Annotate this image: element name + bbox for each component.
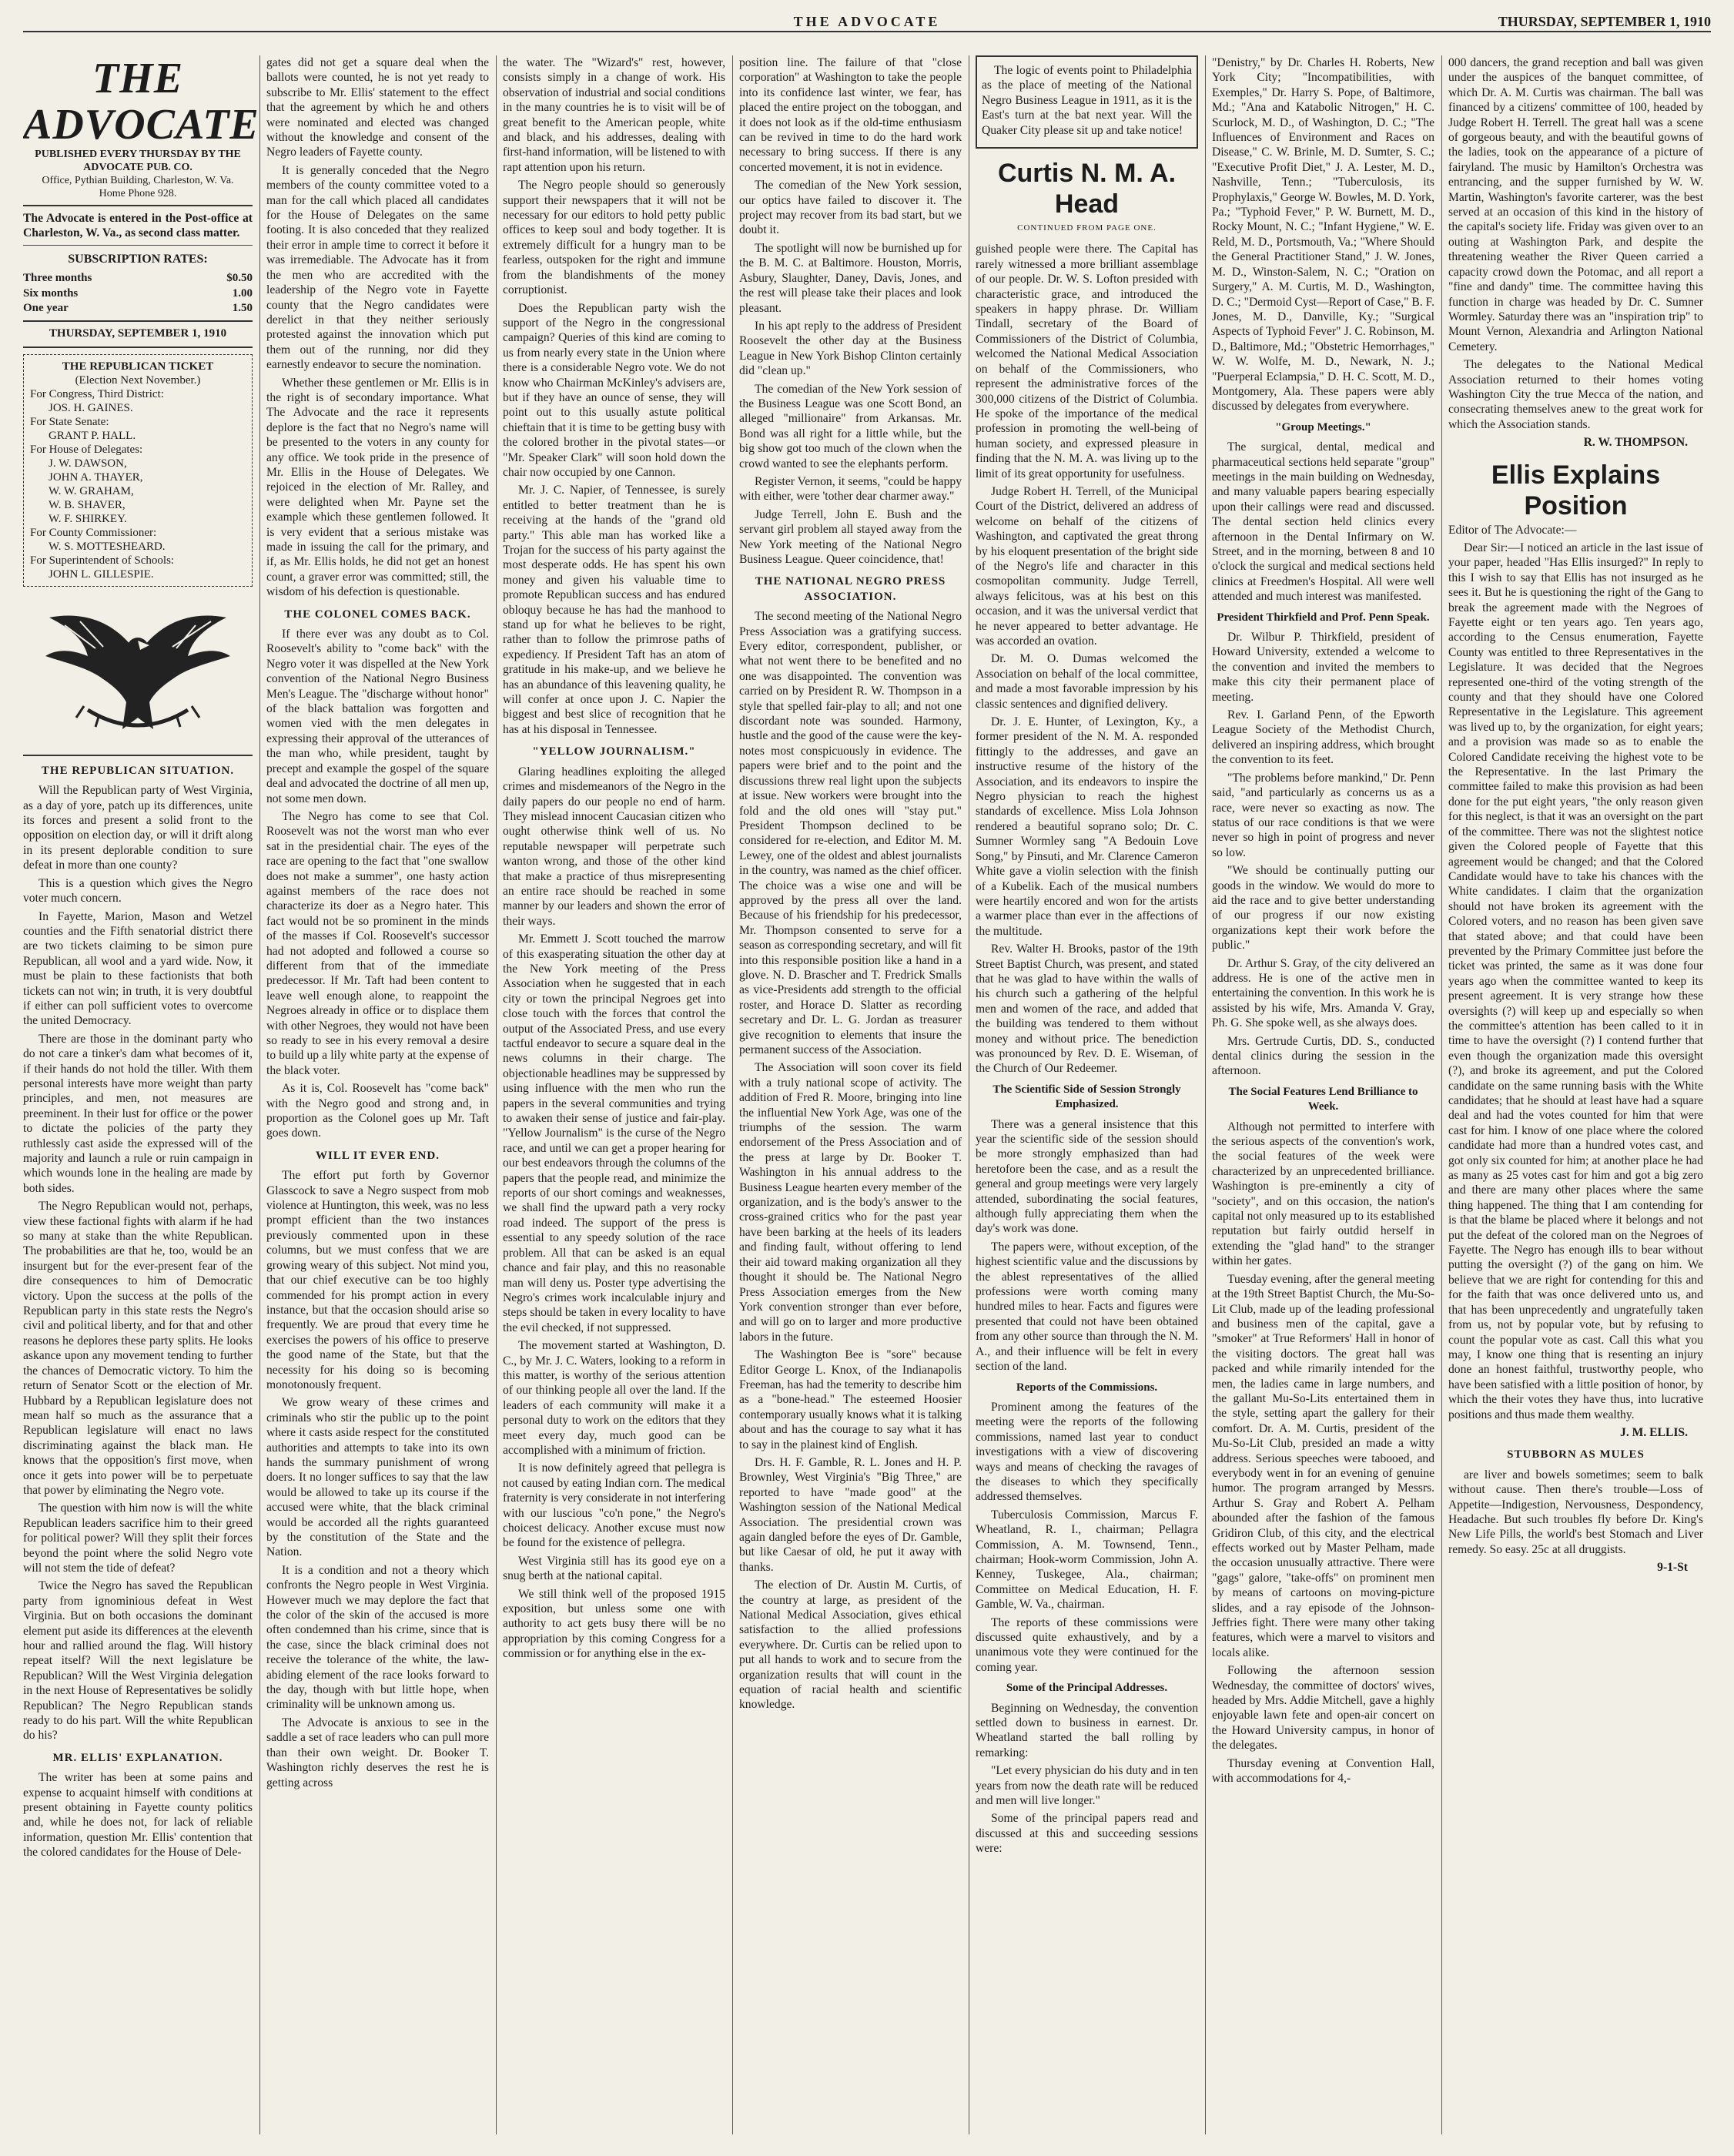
paragraph: It is a condition and not a theory which confronts the Negro people in West Virginia. However much we may deplore the fact that the color of the skin of the accused is more often condemned than his crime, since that is the case, since the black criminal does not receive the tolerance of the white, the law-abiding element of the race looks forward to the day, though with but little hope, when criminality will be unknown among us. (266, 1563, 489, 1712)
column-5 (976, 55, 1206, 2134)
paragraph: The Advocate is anxious to see in the saddle a set of race leaders who can pull more than their own weight. Dr. Booker T. Washington richly deserves the rest he is getting across (266, 1716, 489, 1789)
masthead-title: THE ADVOCATE (23, 55, 259, 149)
paragraph: The effort put forth by Governor Glasscock to save a Negro suspect from mob violence at Huntington, this week, was no less prompt efficient than the two instances previously commented upon in these columns, but we must confess that we are growing weary of this subject. Not mind you, that our chief executive can be too highly commended for his prompt action in every instance, but that the occasion should arise so frequently. We are proud that every time he exercises the powers of his office to preserve the good name of the State, but that the necessity for his doing so is becoming monotonously frequent. (266, 1169, 489, 1391)
signature: 9-1-St (1657, 1561, 1688, 1575)
ticket-candidate: W. B. SHAVER, (49, 498, 126, 511)
paragraph: Will the Republican party of West Virginia, as a day of yore, patch up its differences, unite its forces and present a solid front to the opposition on election day, or will it drift along in its present deplorable condition to sure defeat in more than one county? (23, 784, 253, 872)
paragraph: The delegates to the National Medical Association returned to their homes voting Washington City the true Mecca of the nation, and consecrating themselves anew to the great work for which the Association stands. (1448, 358, 1703, 431)
paragraph: It is generally conceded that the Negro members of the county committee voted to a man for the call which placed all candidates for the House of Delegates on the same footing. It is also conceded that they realized their error in ample time to correct it before it was irremediable. The Advocate has it from the men who are accredited with the leadership of the Negro vote in Fayette county that the Negro candidates were derelict in that they neither seriously protested against the innovation which put them out of the running, nor did they earnestly endeavor to secure the nomination. (266, 163, 489, 372)
feature-headline: Curtis N. M. A. Head (997, 159, 1177, 219)
column-4 (739, 55, 969, 2134)
paragraph: "Let every physician do his duty and in ten years from now the death rate will be reduced and men will live longer." (976, 1764, 1198, 1808)
masthead (23, 55, 259, 348)
paragraph: The Negro Republican would not, perhaps, view these factional fights with alarm if he had so many at stake than the white Republican. The probabilities are that he, too, would be an insurgent but for the ever-present fear of the dire consequences to him of Democratic victory. Upon the success at the polls of the Republican party in this state rests the Negro's civil and political liberty, and for that and other reasons he deplores these party splits. He looks askance upon any movement tending to further the chances of Democratic victory. To him the return of Senator Scott or the election of Mr. Hubbard by a Republican legislature does not mean half so much as the assurance that a Republican legislature will enact no laws discriminating against the black man. He knows that the opposition's first move, when once it gets into power will be to perpetuate that power by eliminating the Negro vote. (23, 1200, 253, 1497)
paragraph: The writer has been at some pains and expense to acquaint himself with conditions at present obtaining in Fayette county politics and, while he does not, for lack of reliable information, question Mr. Ellis' contention that the colored candidates for the House of Dele- (23, 1771, 253, 1860)
rate-row (23, 301, 253, 316)
article-headline: THE COLONEL COMES BACK. (284, 608, 471, 621)
paragraph: gates did not get a square deal when the ballots were counted, he is not yet ready to subscribe to Mr. Ellis' statement to the effect that the agreement by which he and others were nominated and elected was changed without the knowledge and consent of the Negro leaders of Fayette county. (266, 56, 489, 159)
divider (23, 346, 253, 348)
paragraph: Twice the Negro has saved the Republican party from ignominious defeat in West Virginia. But on both occasions the dominant element put aside its differences at the eleventh hour and rallied around the flag. Will history repeat itself? Will the next legislature be Republican? Will the West Virginia delegation in the next House of Representatives be solidly Republican? The Negro Republican stands ready to do his part. Will the white Republican do his? (23, 1579, 253, 1743)
paragraph: Prominent among the features of the meeting were the reports of the following commissions, named last year to conduct investigations with a view of discovering ways and means of checking the ravages of the diseases to which they specifically addressed themselves. (976, 1400, 1198, 1504)
paragraph: There was a general insistence that this year the scientific side of the session should be more strongly emphasized than had heretofore been the case, and as a result the general and group meetings were very largely attended, subordinating the social features, although fully appreciating them when the day's work was done. (976, 1117, 1198, 1236)
paragraph: In Fayette, Marion, Mason and Wetzel counties and the Fifth senatorial district there are two tickets claiming to be simon pure Republican, all wool and a yard wide. Now, it must be plain to these factionists that both tickets can not win; in truth, it is very doubtful if either can poll sufficient votes to overcome the united Democracy. (23, 909, 253, 1028)
feature-headline: Ellis Explains Position (1491, 460, 1661, 521)
paragraph: The Negro has come to see that Col. Roosevelt was not the worst man who ever sat in the presidential chair. The eyes of the race are opening to the fact that "one swallow does not make a summer", one hasty action against members of the race does not characterize its doer as a Negro hater. This fact would not be so prominent in the minds of the masses if Col. Roosevelt's successor had not adopted and followed a course so different from that of the immediate predecessor. If Mr. Taft had been content to leave well enough alone, to reappoint the Negroes already in office or to displace them with other Negroes, they would not have been so ready to see in his every removal a desire to build up a lily white party at the expense of the black voter. (266, 809, 489, 1077)
paragraph: The comedian of the New York session, our optics have failed to discover it. The project may recover from its bad start, but we doubt it. (739, 179, 962, 237)
paragraph: Whether these gentlemen or Mr. Ellis is in the right is of secondary importance. What The Advocate and the race it represents deplore is the fact that no Negro's name will be presented to the voters in any county for any office. We took pride in the presence of Mr. Ellis in the House of Delegates. We rejoiced in the election of Mr. Ralley, and were delighted when Mr. Payne set the example which these gentlemen followed. It is very evident that a serious mistake was made in issuing the call for the primary, and if, as Mr. Ellis holds, he did not get an honest count, a graver error was committed; still, the wisdom of his defection is questionable. (266, 376, 489, 599)
rate-row (23, 271, 253, 286)
column-7 (1448, 55, 1710, 2134)
column-1-articles (23, 764, 253, 1860)
paragraph: "Denistry," by Dr. Charles H. Roberts, New York City; "Incompatibilities, with Exemples," Dr. Harry S. Pope, of Baltimore, Md.; "Ana and Katabolic Nitrogen," H. C. Scurlock, M. D., of Washington, D. C.; "The Influences of Environment and Races on Disease," C. W. Brinle, M. D. Sumter, S. C.; "Executive Profit Diet," J. A. Lester, M. D., Nashville, Tenn.; "Tuberculosis, its Prophylaxis," George W. Bowles, M. D. York, Pa.; "Typhoid Fever," P. W. Burnett, M. D., Rocky Mount, N. C.; "Infant Hygiene," W. E. Reld, M. D., Portsmouth, Va.; "Where Should the General Practitioner Stand," J. W. Jones, M. D., Winston-Salem, N. C.; "Oration on Surgery," A. M. Curtis, M. D., Washington, D. C.; "Dermoid Cyst—Report of Case," B. F. Jones, M. D., Danville, Ky.; "Surgical Aspects of Typhoid Fever" J. C. Robinson, M. D., Baltimore, Md.; "Obstetric Hemorrhages," W. W. Wolfe, M. D., Newark, N. J.; "Puerperal Eclampsia," D. H. C. Scott, M. D., Montgomery, Ala. These papers were ably discussed by delegates from everywhere. (1212, 56, 1434, 413)
rate-price: $0.50 (226, 272, 253, 285)
paragraph: The second meeting of the National Negro Press Association was a gratifying success. Every editor, correspondent, publisher, or what not went there to be benefited and no one was disappointed. The convention was carried on by President R. W. Thompson in a style that spelled fair-play to all; and not one discordant note was sounded. Harmony, hustle and the good of the cause were the key-notes most conspicuously in evidence. The papers were brief and to the point and the discussions threw real light upon the subjects at issue. New workers were brought into the fold and the old ones will "stay put." President Thompson declined to be considered for re-election, and Editor M. M. Lewey, one of the oldest and ablest journalists in the country, was named as the chief officer. The choice was a wise one and will be approved by the press all over the land. Because of his friendship for his predecessor, Mr. Thompson consented to serve for a season as corresponding secretary, and will fit into this responsible position like a hand in a glove. N. D. Brascher and T. Fredrick Smalls as vice-Presidents add strength to the official roster, and Horace D. Slatter as recording secretary and Dr. L. G. Jordan as treasurer give recognition to elements that insure the permanent success of the Association. (739, 610, 962, 1056)
rate-term: One year (23, 302, 69, 315)
ticket-office: For Congress, Third District: (30, 387, 164, 400)
paragraph: Dr. J. E. Hunter, of Lexington, Ky., a former president of the N. M. A. responded fittingly to the addresses, and gave an instructive resume of the history of the Association, and its endeavors to inspire the Negro physician to reach the highest standards of excellence. Miss Lola Johnson rendered a beautiful soprano solo; Dr. C. Sumner Wormley sang "A Bedouin Love Song," by Pinsuti, and Mr. Clarence Cameron White gave a violin selection with the finish of a Kubelik. Each of the musical numbers were heartily encored and won for the artists a warmer place than ever in the affections of the multitude. (976, 715, 1198, 938)
paragraph: It is now definitely agreed that pellegra is not caused by eating Indian corn. The medical fraternity is very considerate in not interfering with our luscious "co'n pone," the Negro's choicest delicacy. Another excuse must now be found for the existence of pellegra. (503, 1461, 725, 1550)
column-6 (1212, 55, 1442, 2134)
rate-term: Three months (23, 272, 92, 285)
paragraph: Dr. Wilbur P. Thirkfield, president of Howard University, extended a welcome to the convention and invited the members to make this city their permanent place of meeting. (1212, 631, 1434, 704)
paragraph: The Washington Bee is "sore" because Editor George L. Knox, of the Indianapolis Freeman, has had the temerity to describe him as a "bone-head." The esteemed Hoosier contemporary usually knows what it is talking about and has the courage to say what it has to say in the plainest kind of English. (739, 1348, 962, 1451)
column-3 (503, 55, 733, 2134)
rates-table (23, 271, 253, 316)
paragraph: Editor of The Advocate:— (1448, 523, 1577, 537)
ticket-subtitle: (Election Next November.) (75, 373, 201, 387)
masthead-phone: Home Phone 928. (99, 188, 177, 199)
paragraph: The spotlight will now be burnished up for the B. M. C. at Baltimore. Houston, Morris, Asbury, Slaughter, Daney, Davis, Jones, and the rest will please take their places and look pleasant. (739, 241, 962, 315)
paragraph: In his apt reply to the address of President Roosevelt the other day at the Business League in New York Bishop Clinton certainly did "clean up." (739, 319, 962, 378)
paragraph: Does the Republican party wish the support of the Negro in the congressional campaign? Queries of this kind are coming to us from nearly every state in the Union where there is a considerable Negro vote. We do not know who Chairman McKinley's advisers are, but if they have an ounce of sense, they will point out to this usually astute political chieftain that it is time to be getting busy with the colored brother in the pivotal states—or "Mr. Speaker Clark" will soon hold down the chair now occupied by one Cannon. (503, 301, 725, 479)
ticket-candidate: J. W. DAWSON, (49, 457, 127, 470)
paragraph: Beginning on Wednesday, the convention settled down to business in earnest. Dr. Wheatland started the ball rolling by remarking: (976, 1701, 1198, 1759)
paragraph: There are those in the dominant party who do not care a tinker's dam what becomes of it, if their hands do not hold the tiller. With them personal interests have more weight than party principles, and men, not measures are preeminent. In their lust for office or the power to dictate the policies of the party they ruthlessly cast aside the expressed will of the majority and launch a rule or ruin campaign in which wounds lone in the healing are made by both sides. (23, 1032, 253, 1195)
running-head-date: THURSDAY, SEPTEMBER 1, 1910 (1498, 14, 1711, 29)
ticket-candidate: GRANT P. HALL. (49, 429, 136, 442)
article-headline: WILL IT EVER END. (316, 1149, 440, 1162)
paragraph: the water. The "Wizard's" rest, however, consists simply in a change of work. His observation of industrial and social conditions in the many countries he is to visit will be of great benefit to the American people, white and black, and his addresses, dealing with first-hand information, will be listened to with rapt attention upon his return. (503, 56, 725, 174)
paragraph: Thursday evening at Convention Hall, with accommodations for 4,- (1212, 1756, 1434, 1786)
ticket-office: For County Commissioner: (30, 526, 157, 539)
article-headline: THE REPUBLICAN SITUATION. (41, 764, 235, 777)
paragraph: The election of Dr. Austin M. Curtis, of the country at large, as president of the National Medical Association, gives ethical satisfaction to the allied professions everywhere. Dr. Curtis can be relied upon to put all hands to work and to secure from the organization results that will count in the equation of racial health and scientific knowledge. (739, 1578, 962, 1712)
eagle-illustration (42, 594, 234, 748)
paragraph: If there ever was any doubt as to Col. Roosevelt's ability to "come back" with the Negro voter it was dispelled at the New York convention of the National Negro Business Men's League. The "discharge without honor" of the black battalion was forgotten and women vied with the men delegates in expressing their approval of the utterances of the man who, while president, taught by precept and example the gospel of the square deal and advocated the doctrine of all men up, not some men down. (266, 628, 489, 805)
paragraph: As it is, Col. Roosevelt has "come back" with the Negro good and strong and, in proportion as the Colonel goes up Mr. Taft goes down. (266, 1082, 489, 1140)
boxed-note-text: The logic of events point to Philadelphia as the place of meeting of the National Negro Business League in 1911, as it is the East's turn at the bat next year. Will the Quaker City please sit up and take notice! (982, 64, 1192, 137)
divider (23, 245, 253, 246)
divider (23, 755, 253, 756)
paragraph: Judge Robert H. Terrell, of the Municipal Court of the District, delivered an address of welcome on behalf of the citizens of Washington, and captivated the great throng by his eloquent presentation of the bright side of the Negro's life and character in this cosmopolitan community. Judge Terrell, always felicitous, was at his best on this occasion, and it was the universal verdict that he never appeared to better advantage. He was accorded an ovation. (976, 484, 1198, 648)
masthead-office: Office, Pythian Building, Charleston, W. Va. (42, 175, 234, 186)
paragraph: "We should be continually putting our goods in the window. We would do more to aid the race and to give better understanding of our progress if our now existing organizations kept their work before the public." (1212, 864, 1434, 952)
masthead-published: PUBLISHED EVERY THURSDAY BY THE ADVOCATE PUB. CO. (35, 149, 241, 173)
newspaper-page (23, 14, 1711, 2142)
paragraph: Some of the principal papers read and discussed at this and succeeding sessions were: (976, 1812, 1198, 1856)
article-headline: THE NATIONAL NEGRO PRESS ASSOCIATION. (755, 575, 946, 603)
rate-row (23, 286, 253, 301)
paragraph: Tuesday evening, after the general meeting at the 19th Street Baptist Church, the Mu-So-Lit Club, made up of the leading professional and business men of the capital, gave a "smoker" at True Reformers' Hall in honor of the visiting doctors. The great hall was packed and while rimarily intended for the men, the ladies came in large numbers, and the gallant Mu-So-Lits entertained them in the style, setting apart the gallery for their comfort. Dr. A. M. Curtis, president of the Mu-So-Lit Club, presided an made a witty address. Serious speeches were tabooed, and everybody went in for an evening of genuine humor. The program arranged by Messrs. Arthur S. Gray and Robert A. Pelham abounded after the fashion of the famous Gridiron Club, of this city, and the electrical effects worked out by Master Pelham, made the occasion unusually attractive. There were "gags" galore, "take-offs" on prominent men by means of cartoons on moving-picture slides, and a ray episode of the Johnson-Jeffries fight. There were many other taking features, which were a marvel to visitors and locals alike. (1212, 1272, 1434, 1659)
paragraph: Judge Terrell, John E. Bush and the servant girl problem all stayed away from the New York meeting of the National Negro Business League. Queer coincidence, that! (739, 507, 962, 566)
paragraph: are liver and bowels sometimes; seem to balk without cause. Then there's trouble—Loss of Appetite—Indigestion, Nervousness, Despondency, Headache. But such troubles fly before Dr. King's New Life Pills, the world's best Stomach and Liver remedy. So easy. 25c at all druggists. (1448, 1468, 1703, 1556)
section-subhead: "Group Meetings." (1275, 420, 1371, 434)
article-headline: STUBBORN AS MULES (1507, 1448, 1645, 1461)
paragraph: The comedian of the New York session of the Business League was one Scott Bond, an alleged "millionaire" from Arkansas. Mr. Bond was all right for a little while, but the big show got too much of the clown when the crowd wanted to see the elephants perform. (739, 382, 962, 470)
paragraph: Dear Sir:—I noticed an article in the last issue of your paper, headed "Has Ellis insurged?" In reply to this I wish to say that Ellis has not insurged as he sees it. But he is questioning the right of the Gang to break the agreement made with the Negroes of Fayette eight or ten years ago. Ten years ago, according to the Census enumeration, Fayette County was entitled to three Representatives in the Legislature. It was decided that the Negroes represented one-third of the voting strength of the county and that they should have one Colored Representative in the Legislature. This agreement was lived up to, by the organization, for eight years; and a provision was made so as to enable the Colored Candidate receiving the highest vote to be the Representative. In the last Primary the committee failed to make this provision as had been done for the put eight years, "the only reason given for this neglect, is that it was an oversight on the part of the committee. There was not the slightest notice given the Colored people of Fayette that this agreement would be changed; and that the Colored Candidate would have to take his chances with the White candidates. I claim that the organization should not have broken its agreement with the Colored voters, and no reason has been given save that stated above; and that could have been prevented by the Primary Committee just before the ticket was printed, the same as it was done four years ago when the committee wanted to keep its present agreement. It is very strange how these oversights (?) will keep up and especially so when the committee's attention has been called to it in time to have the oversight (?) I contend further that even though the organization made this oversight (?), and broke its agreement, and put the Colored candidate on the same running basis with the White candidates; that he should at least have had a square deal and had the votes counted for him that were cast for him. I know of one place where the colored candidate had more than a hundred votes cast, and got only six counted for him; at another place he had as many as 25 votes cast for him and got a big zero and there are many other places where the same thing happened. The thing that I am contending for is that the blame be placed where it belongs and not put the defeat of the colored man on the Negroes of Fayette. The Negro has enough ills to bear without putting the oversight (?) of the gang on him. We believe that we are right for contending for this and for the faith that was once delivered unto us, and that has been unprecedently and ungratefully taken from us, not by popular vote, but by refusing to count the popular vote as cast. Call this what you may, I know one thing that is resenting an injury done an honest faithful, trustworthy people, who have been satisfied with a little position of honor, by which the their votes they have thus, into lucrative positions and thus made them wealthy. (1448, 541, 1703, 1421)
divider (23, 320, 253, 322)
section-subhead: The Scientific Side of Session Strongly Emphasized. (993, 1083, 1181, 1111)
boxed-note (976, 55, 1198, 149)
column-2 (266, 55, 497, 2134)
paragraph: The movement started at Washington, D. C., by Mr. J. C. Waters, looking to a reform in this matter, is worthy of the serious attention of our thinking people all over the land. If the leaders of each community will make it a personal duty to work on the editors that they meet every day, much good can be accomplished with a minimum of friction. (503, 1339, 725, 1457)
paragraph: Register Vernon, it seems, "could be happy with either, were 'tother dear charmer away." (739, 474, 962, 504)
ticket-candidate: W. S. MOTTESHEARD. (49, 540, 166, 553)
signature: J. M. ELLIS. (1620, 1425, 1688, 1439)
article-headline: MR. ELLIS' EXPLANATION. (52, 1751, 223, 1764)
ticket-candidate: W. F. SHIRKEY. (49, 512, 127, 525)
section-subhead: President Thirkfield and Prof. Penn Speak. (1217, 611, 1430, 624)
paragraph: We grow weary of these crimes and criminals who stir the public up to the point where it casts aside respect for the constituted authorities and attempts to take into its own hands the summary punishment of wrong doers. It no longer suffices to say that the law would be allowed to take up its course if the accused were white, that the black criminal would be accorded all the rights guaranteed by the constitution of the State and the Nation. (266, 1396, 489, 1559)
running-head (23, 14, 1711, 32)
paragraph: Rev. Walter H. Brooks, pastor of the 19th Street Baptist Church, was present, and stated that he was glad to have within the walls of his church such a gathering of the helpful men and women of the race, and added that the building was tendered to them without money and without price. The benediction was pronounced by Rev. D. E. Wiseman, of the Church of Our Redeemer. (976, 942, 1198, 1076)
rate-term: Six months (23, 286, 79, 300)
paragraph: Tuberculosis Commission, Marcus F. Wheatland, R. I., chairman; Pellagra Commission, A. M. Townsend, Tenn., chairman; Hook-worm Commission, John A. Kenney, Tuskegee, Ala., chairman; Committee on Medical Education, H. F. Gamble, W. Va., chairman. (976, 1508, 1198, 1612)
dateline: THURSDAY, SEPTEMBER 1, 1910 (49, 327, 227, 340)
section-subhead: Some of the Principal Addresses. (1006, 1682, 1168, 1695)
paragraph: The question with him now is will the white Republican leaders sacrifice him to their greed for political power? Will they split their forces beyond the point where the solid Negro vote will not stem the tide of defeat? (23, 1502, 253, 1575)
paragraph: The papers were, without exception, of the highest scientific value and the discussions by the ablest representatives of the allied professions were worth coming many hundred miles to hear. Facts and figures were presented that could not have been obtained from any other source than through the N. M. A., and their influence will be felt in every section of the land. (976, 1240, 1198, 1374)
ticket-candidate: W. W. GRAHAM, (49, 484, 134, 497)
column-1 (23, 55, 260, 2134)
rate-price: 1.00 (232, 286, 253, 300)
paragraph: Dr. Arthur S. Gray, of the city delivered an address. He is one of the active men in entertaining the convention. In this work he is assisted by his wife, Mrs. Amanda V. Gray, Ph. G. She spoke well, as she always does. (1212, 956, 1434, 1030)
ticket-candidate: JOHN A. THAYER, (49, 470, 143, 484)
paragraph: West Virginia still has its good eye on a snug berth at the national capital. (503, 1554, 725, 1583)
paragraph: Mrs. Gertrude Curtis, DD. S., conducted dental clinics during the session in the afternoon. (1212, 1034, 1434, 1078)
paragraph: The Association will soon cover its field with a truly national scope of activity. The addition of Fred R. Moore, bringing into line the influential New York Age, was one of the triumphs of the session. The warm endorsement of the Press Association and of the press at large by Dr. Booker T. Washington in his annual address to the Business League hearten every member of the organization, and is the body's answer to the cross-grained critics who for the past year have been barking at the heels of its leaders and finding fault, without offering to lend their aid toward making organization all they thought it should be. The National Negro Press Association emerges from the New York convention stronger than ever before, and will go on to larger and more productive labors in the future. (739, 1061, 962, 1344)
paragraph: Dr. M. O. Dumas welcomed the Association on behalf of the local committee, and made a most favorable impression by his classic sentences and dignified delivery. (976, 652, 1198, 711)
signature: R. W. THOMPSON. (1583, 436, 1688, 450)
paragraph: Glaring headlines exploiting the alleged crimes and misdemeanors of the Negro in the daily papers do our people no end of harm. They mislead innocent Caucasian citizen who ought otherwise think well of us. No reputable newspaper will perpetrate such wanton wrong, and those of the other kind that make a practice of thus misrepresenting an entire race should be reached in some manner by our leaders and shown the error of their ways. (503, 765, 725, 928)
paragraph: "The problems before mankind," Dr. Penn said, "and particularly as concerns us as a race, were never so exacting as now. The status of our race conditions is that we were never so high in point of progress and never so low. (1212, 771, 1434, 859)
paragraph: Mr. Emmett J. Scott touched the marrow of this exasperating situation the other day at the New York meeting of the Press Association when he suggested that in each city or town the principal Negroes get into close touch with the forces that control the output of the Associated Press, and use every tactful endeavor to secure a square deal in the news columns in their charge. The objectionable headlines may be suppressed by using influence with the men who run the papers in the several communities and trying to awaken their sense of justice and fair-play. "Yellow Journalism" is the curse of the Negro race, and until we can get a proper hearing for our best endeavors through the columns of the papers that the people read, and minimize the reports of our short comings and weaknesses, we shall find the upward path a very rocky road indeed. The support of the press is essential to any speedy solution of the race problem. All that can be asked is an equal chance and fair play, and this no reasonable man will deny us. Poster type advertising the Negro's crimes work incalculable injury and steps should be taken in every locality to have the evil checked, if not suppressed. (503, 932, 725, 1334)
paragraph: Drs. H. F. Gamble, R. L. Jones and H. P. Brownley, West Virginia's "Big Three," are reported to have "made good" at the Washington session of the National Medical Association. The presidential crown was again dangled before the eyes of Dr. Gamble, but like Caesar of old, he put it away with thanks. (739, 1455, 962, 1574)
ticket-candidate: JOHN L. GILLESPIE. (49, 567, 154, 581)
paragraph: Mr. J. C. Napier, of Tennessee, is surely entitled to better treatment than he is receiving at the hands of the "grand old party." This able man has worked like a Trojan for the success of his party against the most desperate odds. He has spent his own money and given his valuable time to promote Republican success and has endured obloquy because he has had the manhood to stand up for what he believes to be right, rather than to follow the primrose paths of expediency. If President Taft has an atom of gratitude in his make-up, and we believe he has an abundance of this leavening quality, he will confer at once upon J. C. Napier the biggest and best slice of recognition that he has at his disposal in Tennessee. (503, 484, 725, 736)
section-subhead: Reports of the Commissions. (1016, 1381, 1158, 1394)
paragraph: Rev. I. Garland Penn, of the Epworth League Society of the Methodist Church, delivered an inspiring address, which brought the convention to its feet. (1212, 708, 1434, 767)
rates-title: SUBSCRIPTION RATES: (68, 252, 208, 266)
paragraph: Although not permitted to interfere with the serious aspects of the convention's work, the social features of the week were characterized by an unprecedented brilliance. Washington is pre-eminently a city of "society", and on this occasion, the nation's capital not only measured up to its established reputation but fairly outdid herself in extending the "glad hand" to the stranger within her gates. (1212, 1120, 1434, 1268)
article-headline: "YELLOW JOURNALISM." (532, 745, 696, 758)
republican-ticket (23, 354, 253, 587)
paragraph: position line. The failure of that "close corporation" at Washington to take the people into its confidence last winter, we fear, has placed the entire project on the toboggan, and it does not look as if the old-time enthusiasm can be revived in time to do the hard work necessary to bring success. If there is any concerted movement, it is not in evidence. (739, 56, 962, 174)
ticket-office: For State Senate: (30, 415, 109, 428)
continued-note: CONTINUED FROM PAGE ONE. (1017, 223, 1157, 233)
ticket-title: THE REPUBLICAN TICKET (62, 360, 214, 373)
paragraph: We still think well of the proposed 1915 exposition, but unless some one with authority to act gets busy there will be no appropriation by this coming Congress for a commission or for anything else in the ex- (503, 1587, 725, 1661)
rate-price: 1.50 (232, 302, 253, 315)
ticket-office: For House of Delegates: (30, 443, 143, 456)
ticket-office: For Superintendent of Schools: (30, 554, 175, 567)
paragraph: guished people were there. The Capital has rarely witnessed a more brilliant assemblage of our people. Dr. W. S. Lofton presided with characteristic grace, and introduced the speakers in happy phrase. Dr. William Tindall, secretary of the Board of Commissioners of the District of Columbia, welcomed the National Medical Association on behalf of the Commissioners, who represent the administrative forces of the 300,000 citizens of the District of Columbia. He spoke of the importance of the medical profession in promoting the well-being of human society, and expressed pleasure in finding that the N. M. A. was living up to the limit of its great opportunity for usefulness. (976, 243, 1198, 480)
section-subhead: The Social Features Lend Brilliance to Week. (1228, 1085, 1418, 1113)
running-head-title: THE ADVOCATE (793, 14, 941, 29)
divider (23, 205, 253, 206)
paragraph: The Negro people should so generously support their newspapers that it will not be necessary for our editors to hold petty public offices to keep soul and body together. It is extremely difficult for a hungry man to be fearless, outspoken for the right and immune from the blandishments of the money corruptionist. (503, 179, 725, 297)
paragraph: The reports of these commissions were discussed quite exhaustively, and by a unanimous vote they were continued for the coming year. (976, 1615, 1198, 1674)
ticket-candidate: JOS. H. GAINES. (49, 401, 133, 414)
paragraph: The surgical, dental, medical and pharmaceutical sections held separate "group" meetings in the main building on Wednesday, and many valuable papers bearing especially upon their callings were read and discussed. The dental section held clinics every afternoon in the Dental Infirmary on W. Street, and in the morning, between 8 and 10 o'clock the surgical and medical sections held clinics at Freedmen's Hospital. All were well attended and much interest was manifested. (1212, 440, 1434, 604)
paragraph: Following the afternoon session Wednesday, the committee of doctors' wives, headed by Mrs. Addie Mitchell, gave a highly enjoyable lawn fete and open-air concert on the Howard University campus, in honor of the delegates. (1212, 1664, 1434, 1753)
masthead-entered: The Advocate is entered in the Post-office at Charleston, W. Va., as second class matter. (23, 212, 253, 240)
paragraph: 000 dancers, the grand reception and ball was given under the auspices of the banquet committee, of which Dr. A. M. Curtis was chairman. The ball was financed by a citizens' committee of 100, headed by Judge Robert H. Terrell. The great hall was a scene of gorgeous beauty, and with the beautiful gowns of the ladies, took on the appearance of a picture of fairyland. The music by Hamilton's Orchestra was entrancing, and the supper furnished by W. W. Martin, Washington's favorite carterer, was the best served at an occasion of this kind in the history of the capital's society life. Friday was given over to an outing at Washington Park, and despite the threatening weather the River Queen carried a capacity crowd down the Potomac, and all report a "fine and dandy" time. The committee having this function in charge was headed by Dr. C. Sumner Wormley. Saturday there was an "inspiration trip" to Mount Vernon, Alexandria and Arlington National Cemetery. (1448, 56, 1703, 353)
paragraph: This is a question which gives the Negro voter much concern. (23, 876, 253, 906)
